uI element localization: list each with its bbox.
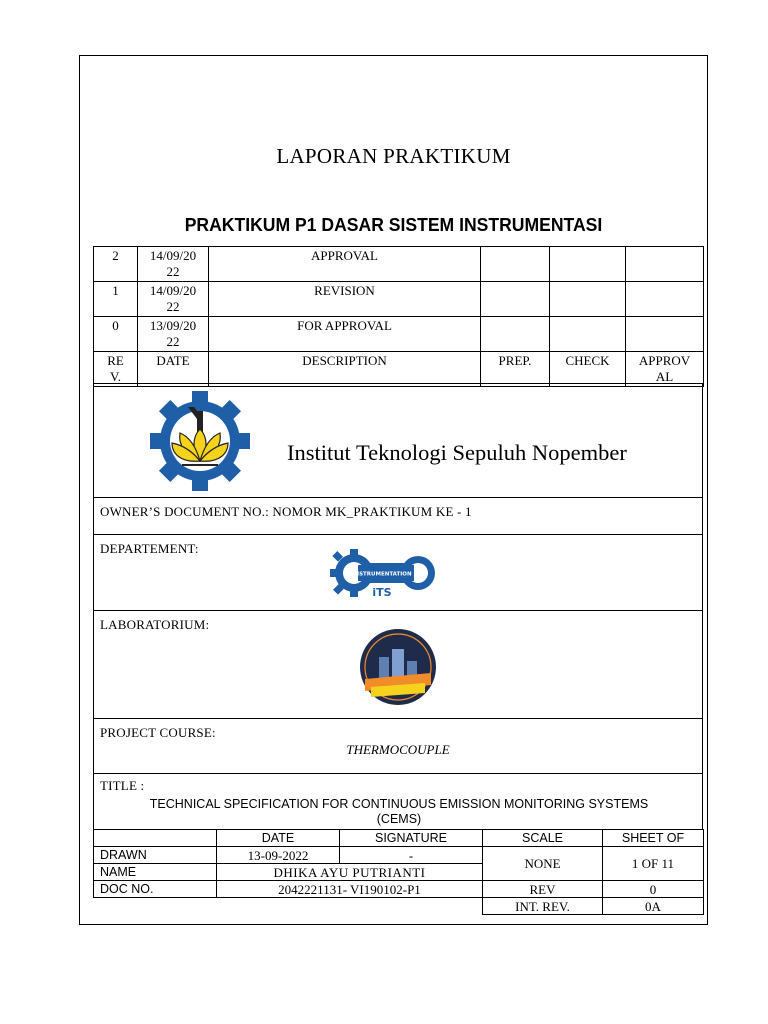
title-block [93,773,703,830]
check-header: CHECK [550,352,626,387]
logo-text: INSTRUMENTATION [352,571,412,578]
rev-header: RE V. [94,352,138,387]
department-label: DEPARTEMENT: [100,541,199,556]
instrumentation-gear-icon [330,545,440,605]
revision-check-cell [550,317,626,352]
logo-sub-text: iTS [372,586,392,599]
laboratory-label: LABORATORIUM: [100,617,210,632]
approval-header: APPROV AL [626,352,704,387]
blank-cell [94,898,217,915]
intrev-label: INT. REV. [483,898,603,915]
signoff-table [93,829,704,915]
project-course-block [93,718,703,774]
revision-description-cell: REVISION [209,282,481,317]
revision-prep-cell [481,317,550,352]
instrumentation-logo [330,545,440,605]
title-value: TECHNICAL SPECIFICATION FOR CONTINUOUS EMISSION MONITORING SYSTEMS (CEMS) [149,797,649,826]
blank-cell [217,898,340,915]
drawn-label: DRAWN [94,847,217,864]
rev-label: REV [483,881,603,898]
revision-description-cell: FOR APPROVAL [209,317,481,352]
scale-value: NONE [483,847,603,881]
prep-header: PREP. [481,352,550,387]
blank-cell [340,898,483,915]
docno-value: 2042221131- VI190102-P1 [217,881,483,898]
document-frame [79,55,708,925]
intrev-row [94,898,704,915]
revision-rev-cell: 2 [94,247,138,282]
revision-approval-cell [626,317,704,352]
revision-check-cell [550,282,626,317]
docno-label: DOC NO. [94,881,217,898]
report-subtitle: PRAKTIKUM P1 DASAR SISTEM INSTRUMENTASI [184,214,603,235]
revision-header-row [94,352,704,387]
laboratory-block [93,610,703,719]
revision-row [94,282,704,317]
sheet-value: 1 OF 11 [603,847,704,881]
intrev-value: 0A [603,898,704,915]
drawn-date: 13-09-2022 [217,847,340,864]
department-block [93,534,703,611]
name-label: NAME [94,864,217,881]
revision-approval-cell [626,247,704,282]
docno-row [94,881,704,898]
revision-prep-cell [481,247,550,282]
owner-doc-block [93,497,703,535]
empty-cell [94,830,217,847]
sheet-col-header: SHEET OF [603,830,704,847]
revision-prep-cell [481,282,550,317]
institution-block [93,383,703,498]
revision-row [94,317,704,352]
owner-doc-label: OWNER’S DOCUMENT NO.: NOMOR MK_PRAKTIKUM KE - 1 [100,504,472,519]
signoff-header-row [94,830,704,847]
revision-description-cell: APPROVAL [209,247,481,282]
description-header: DESCRIPTION [209,352,481,387]
project-course-label: PROJECT COURSE: [100,725,216,740]
date-col-header: DATE [217,830,340,847]
signature-col-header: SIGNATURE [340,830,483,847]
its-logo-icon [147,391,253,491]
project-course-value: THERMOCOUPLE [346,742,450,757]
date-header: DATE [138,352,209,387]
drawn-row [94,847,704,864]
revision-approval-cell [626,282,704,317]
name-value: DHIKA AYU PUTRIANTI [217,864,483,881]
revision-table [93,246,704,387]
institution-name: Institut Teknologi Sepuluh Nopember [287,440,627,465]
report-title: LAPORAN PRAKTIKUM [276,144,511,168]
title-label: TITLE : [100,778,145,793]
revision-rev-cell: 0 [94,317,138,352]
rev-value: 0 [603,881,704,898]
revision-date-cell: 13/09/20 22 [138,317,209,352]
revision-rev-cell: 1 [94,282,138,317]
revision-row [94,247,704,282]
revision-date-cell: 14/09/20 22 [138,247,209,282]
revision-check-cell [550,247,626,282]
drawn-signature: - [340,847,483,864]
lab-badge-icon [351,627,445,707]
revision-date-cell: 14/09/20 22 [138,282,209,317]
scale-col-header: SCALE [483,830,603,847]
